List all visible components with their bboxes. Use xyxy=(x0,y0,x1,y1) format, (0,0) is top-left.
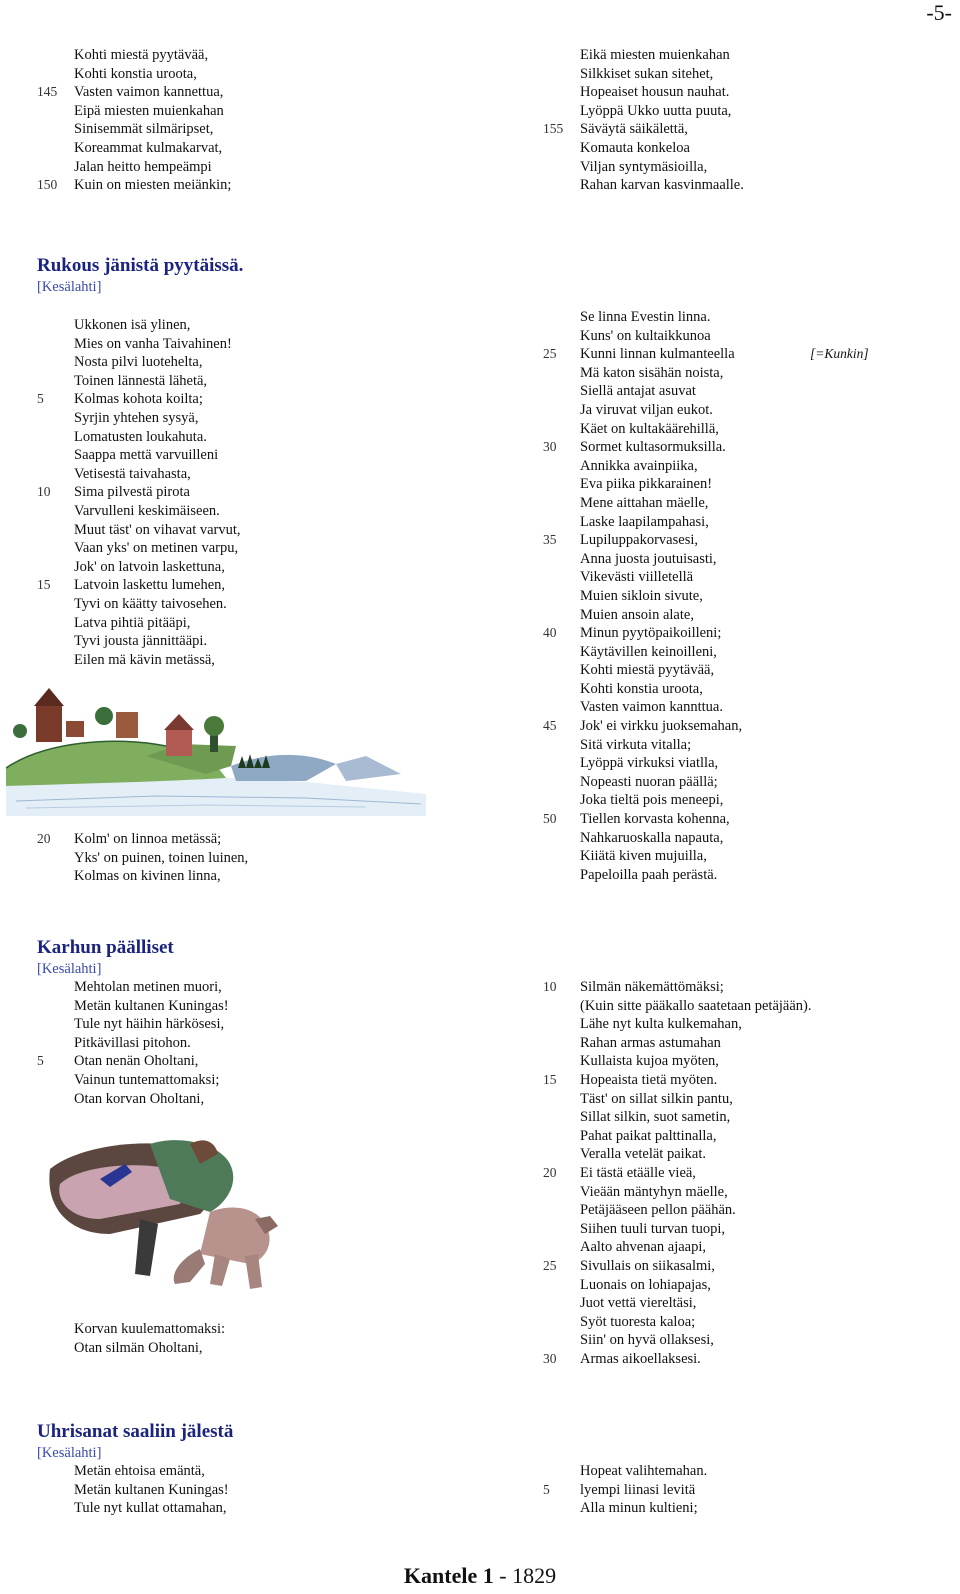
verse-text: Latva pihtiä pitääpi, xyxy=(74,614,191,631)
verse-text: Kolmas on kivinen linna, xyxy=(74,868,221,885)
verse-line xyxy=(580,176,744,195)
verse-text: Silkkiset sukan sitehet, xyxy=(580,65,714,82)
verse-line xyxy=(74,102,231,121)
verse-text: Mä katon sisähän noista, xyxy=(580,364,724,381)
verse-text: Otan silmän Oholtani, xyxy=(74,1339,203,1356)
verse-text: Mies on vanha Taivahinen! xyxy=(74,335,232,352)
verse-line xyxy=(580,680,742,699)
verse-line xyxy=(74,1071,229,1090)
verse-text: Kunni linnan kulmanteella xyxy=(580,346,735,363)
verse-text: Latvoin laskettu lumehen, xyxy=(74,577,226,594)
verse-text: Kuns' on kultaikkunoa xyxy=(580,327,711,344)
verse-line xyxy=(580,606,742,625)
verse-text: Hopeaista tietä myöten. xyxy=(580,1071,718,1088)
verse-line xyxy=(74,158,231,177)
verse-line xyxy=(74,46,231,65)
verse-line xyxy=(580,308,742,327)
line-number: 5 xyxy=(37,1053,44,1069)
verse-text: Sitä virkuta vitalla; xyxy=(580,736,692,753)
verse-line xyxy=(74,1034,229,1053)
verse-text: Syöt tuoresta kaloa; xyxy=(580,1313,696,1330)
verse-line xyxy=(580,773,742,792)
verse-text: Syrjin yhtehen sysyä, xyxy=(74,409,199,426)
verse-text: Aalto ahvenan ajaapi, xyxy=(580,1239,707,1256)
verse-line xyxy=(580,997,812,1016)
verse-line xyxy=(580,1462,707,1481)
verse-text: Luonais on lohiapajas, xyxy=(580,1276,711,1293)
section-title: Karhun päälliset xyxy=(37,937,174,958)
verse-text: Tyvi jousta jännittääpi. xyxy=(74,633,208,650)
verse-line xyxy=(74,521,241,540)
verse-text: Se linna Evestin linna. xyxy=(580,309,711,325)
verse-line xyxy=(74,409,241,428)
verse-text: (Kuin sitte pääkallo saatetaan petäjään). xyxy=(580,997,812,1014)
verse-line xyxy=(543,1071,812,1090)
line-number: 40 xyxy=(543,625,557,641)
verse-text: Joka tieltä pois meneepi, xyxy=(580,792,724,809)
s2-left-column xyxy=(37,978,229,1108)
verse-text: Komauta konkeloa xyxy=(580,139,690,156)
verse-line xyxy=(543,120,744,139)
section-title: Uhrisanat saaliin jälestä xyxy=(37,1421,234,1442)
line-number: 150 xyxy=(37,177,58,193)
verse-text: Muien sikloin sivute, xyxy=(580,587,703,604)
verse-line xyxy=(74,614,241,633)
s1-left-column-continued xyxy=(37,830,249,886)
verse-text: Laske laapilampahasi, xyxy=(580,513,709,530)
verse-text: Ukkonen isä ylinen, xyxy=(74,317,191,333)
landscape-illustration xyxy=(6,686,426,816)
verse-text: Vaan yks' on metinen varpu, xyxy=(74,540,239,557)
verse-line xyxy=(580,1183,812,1202)
line-number: 5 xyxy=(37,391,44,407)
verse-line xyxy=(37,176,232,195)
verse-text: lyempi liinasi levitä xyxy=(580,1481,696,1498)
verse-line xyxy=(580,65,744,84)
verse-line xyxy=(74,849,248,868)
line-number: 20 xyxy=(543,1164,557,1180)
verse-text: Eva piika pikkarainen! xyxy=(580,476,713,493)
verse-line xyxy=(74,1015,229,1034)
verse-text: Korvan kuulemattomaksi: xyxy=(74,1321,226,1337)
verse-line xyxy=(37,83,231,102)
verse-text: Anna juosta joutuisasti, xyxy=(580,550,717,567)
line-number: 20 xyxy=(37,831,51,846)
verse-text: Pahat paikat palttinalla, xyxy=(580,1127,717,1144)
verse-line xyxy=(74,446,241,465)
top-left-column xyxy=(37,46,232,195)
verse-text: Kuin on miesten meiänkin; xyxy=(74,177,232,194)
verse-line xyxy=(580,401,742,420)
verse-text: Siin' on hyvä ollaksesi, xyxy=(580,1332,714,1349)
verse-line xyxy=(74,335,241,354)
verse-line xyxy=(74,1462,229,1481)
verse-line xyxy=(74,978,229,997)
verse-text: Sivullais on siikasalmi, xyxy=(580,1257,715,1274)
verse-line xyxy=(580,1331,812,1350)
section-title: Rukous jänistä pyytäissä. xyxy=(37,255,244,276)
verse-text: Lomatusten loukahuta. xyxy=(74,428,207,445)
verse-text: Viljan syntymäsioilla, xyxy=(580,158,708,175)
verse-text: Varvulleni keskimäiseen. xyxy=(74,502,220,519)
verse-text: Ei tästä etäälle vieä, xyxy=(580,1164,696,1181)
verse-text: Rahan armas astumahan xyxy=(580,1034,721,1051)
verse-line xyxy=(580,513,742,532)
verse-text: Metän kultanen Kuningas! xyxy=(74,1481,229,1498)
line-number: 30 xyxy=(543,439,557,455)
verse-text: Koreammat kulmakarvat, xyxy=(74,139,223,156)
verse-line xyxy=(543,624,742,643)
verse-line xyxy=(580,364,742,383)
verse-line xyxy=(580,847,742,866)
verse-text: Nahkaruoskalla napauta, xyxy=(580,829,724,846)
verse-text: Jalan heitto hempeämpi xyxy=(74,158,212,175)
verse-text: Otan nenän Oholtani, xyxy=(74,1053,199,1070)
verse-line xyxy=(74,502,241,521)
verse-text: Yks' on puinen, toinen luinen, xyxy=(74,849,249,866)
verse-line xyxy=(37,1052,229,1071)
line-number: 25 xyxy=(543,346,557,362)
verse-text: Jok' ei virkku juoksemahan, xyxy=(580,718,743,735)
verse-text: Vikevästi viilletellä xyxy=(580,569,694,586)
section-source: [Kesälahti] xyxy=(37,961,102,977)
verse-text: Käytävillen keinoilleni, xyxy=(580,643,717,660)
verse-line xyxy=(37,830,248,849)
verse-text: Eilen mä kävin metässä, xyxy=(74,651,215,668)
verse-line xyxy=(580,829,742,848)
verse-line xyxy=(580,791,742,810)
verse-line xyxy=(580,420,742,439)
verse-line xyxy=(74,372,241,391)
page-number: -5- xyxy=(926,0,952,25)
verse-line xyxy=(74,632,241,651)
verse-line xyxy=(74,651,241,670)
editor-note: [=Kunkin] xyxy=(810,346,869,362)
verse-text: Minun pyytöpaikoilleni; xyxy=(580,625,722,642)
verse-line xyxy=(580,1220,812,1239)
verse-text: Kohti konstia uroota, xyxy=(74,65,197,82)
verse-text: Eipä miesten muienkahan xyxy=(74,102,224,119)
verse-line xyxy=(74,65,231,84)
verse-text: Siihen tuuli turvan tuopi, xyxy=(580,1220,725,1237)
verse-text: Mehtolan metinen muori, xyxy=(74,979,222,995)
footer-title: Kantele 1 xyxy=(403,1563,494,1588)
verse-text: Eikä miesten muienkahan xyxy=(580,47,730,63)
verse-text: Toinen lännestä lähetä, xyxy=(74,372,208,389)
section-source: [Kesälahti] xyxy=(37,279,102,295)
verse-text: Vieään mäntyhyn mäelle, xyxy=(580,1183,728,1200)
verse-line xyxy=(74,465,241,484)
verse-text: Täst' on sillat silkin pantu, xyxy=(580,1090,733,1107)
verse-text: Vasten vaimon kannttua. xyxy=(580,699,723,716)
verse-line xyxy=(580,1276,812,1295)
verse-text: Vasten vaimon kannettua, xyxy=(74,84,224,101)
verse-text: Kohti miestä pyytävää, xyxy=(74,47,209,63)
verse-line xyxy=(580,1313,812,1332)
verse-line xyxy=(580,1015,812,1034)
s3-right-column xyxy=(543,1462,708,1518)
verse-line xyxy=(74,428,241,447)
verse-line xyxy=(580,1034,812,1053)
verse-text: Veralla vetelät paikat. xyxy=(580,1146,707,1163)
line-number: 45 xyxy=(543,718,557,734)
verse-line xyxy=(580,475,742,494)
verse-text: Vetisestä taivahasta, xyxy=(74,465,191,482)
verse-line xyxy=(74,558,241,577)
top-right-column xyxy=(543,46,744,195)
verse-text: Hopeat valihtemahan. xyxy=(580,1463,708,1479)
verse-text: Tule nyt kullat ottamahan, xyxy=(74,1500,227,1517)
verse-text: Mene aittahan mäelle, xyxy=(580,494,709,511)
verse-text: Metän kultanen Kuningas! xyxy=(74,997,229,1014)
s1-left-column xyxy=(37,316,241,669)
verse-text: Nopeasti nuoran päällä; xyxy=(580,773,718,790)
verse-text: Lyöppä virkuksi viatlla, xyxy=(580,755,719,772)
verse-line xyxy=(580,158,744,177)
verse-line xyxy=(74,539,241,558)
s1-right-column xyxy=(543,308,869,884)
verse-text: Alla minun kultieni; xyxy=(580,1500,698,1517)
verse-text: Jok' on latvoin laskettuna, xyxy=(74,558,225,575)
verse-line xyxy=(580,457,742,476)
verse-text: Silmän näkemättömäksi; xyxy=(580,979,724,995)
verse-line xyxy=(580,1108,812,1127)
verse-line xyxy=(74,316,241,335)
line-number: 15 xyxy=(37,577,51,593)
verse-line xyxy=(580,102,744,121)
verse-line xyxy=(580,1052,812,1071)
verse-text: Juot vettä viereltäsi, xyxy=(580,1295,697,1312)
verse-text: Annikka avainpiika, xyxy=(580,457,698,474)
s2-left-column-continued xyxy=(74,1320,225,1357)
footer-year: 1829 xyxy=(512,1563,557,1588)
verse-line xyxy=(580,661,742,680)
verse-text: Siellä antajat asuvat xyxy=(580,383,696,400)
verse-text: Muut täst' on vihavat varvut, xyxy=(74,521,241,538)
line-number: 50 xyxy=(543,811,557,827)
line-number: 145 xyxy=(37,84,58,100)
verse-line xyxy=(543,717,743,736)
verse-text: Lähe nyt kulta kulkemahan, xyxy=(580,1016,742,1033)
verse-text: Tule nyt häihin härkösesi, xyxy=(74,1016,225,1033)
verse-text: Sima pilvestä pirota xyxy=(74,484,190,501)
verse-text: Armas aikoellaksesi. xyxy=(580,1350,701,1367)
verse-line xyxy=(74,867,248,886)
verse-text: Sinisemmät silmäripset, xyxy=(74,121,214,138)
verse-text: Ja viruvat viljan eukot. xyxy=(580,401,713,418)
verse-line xyxy=(580,754,742,773)
verse-text: Tyvi on käätty taivosehen. xyxy=(74,595,227,612)
verse-text: Lupiluppakorvasesi, xyxy=(580,532,698,549)
verse-line xyxy=(37,390,241,409)
verse-line xyxy=(580,494,742,513)
verse-line xyxy=(580,643,742,662)
verse-text: Nosta pilvi luotehelta, xyxy=(74,354,203,371)
verse-line xyxy=(543,531,742,550)
verse-line xyxy=(580,1145,812,1164)
verse-text: Saappa mettä varvuilleni xyxy=(74,447,219,464)
verse-line xyxy=(580,1238,812,1257)
verse-line xyxy=(580,1090,812,1109)
verse-text: Metän ehtoisa emäntä, xyxy=(74,1463,205,1479)
footer xyxy=(0,1563,960,1589)
verse-line xyxy=(74,120,231,139)
verse-line xyxy=(543,1257,812,1276)
verse-line xyxy=(37,483,241,502)
verse-text: Kullaista kujoa myöten, xyxy=(580,1053,719,1070)
verse-text: Säväytä säikälettä, xyxy=(580,121,688,138)
verse-line xyxy=(74,1499,229,1518)
verse-line xyxy=(580,568,742,587)
verse-text: Kolmas kohota koilta; xyxy=(74,391,203,408)
line-number: 25 xyxy=(543,1257,557,1273)
verse-line xyxy=(580,1201,812,1220)
line-number: 10 xyxy=(543,979,557,994)
verse-text: Papeloilla paah perästä. xyxy=(580,866,718,883)
verse-line xyxy=(580,382,742,401)
verse-text: Pitkävillasi pitohon. xyxy=(74,1034,191,1051)
verse-line xyxy=(74,1481,229,1500)
line-number: 30 xyxy=(543,1350,557,1366)
verse-line xyxy=(580,1294,812,1313)
verse-line xyxy=(580,587,742,606)
verse-text: Rahan karvan kasvinmaalle. xyxy=(580,177,744,194)
verse-text: Petäjääseen pellon päähän. xyxy=(580,1202,736,1219)
verse-text: Kohti miestä pyytävää, xyxy=(580,662,715,679)
line-number: 155 xyxy=(543,121,564,137)
verse-line xyxy=(543,1350,812,1369)
verse-line xyxy=(543,810,742,829)
verse-line xyxy=(37,576,241,595)
verse-text: Sormet kultasormuksilla. xyxy=(580,439,726,456)
footer-separator: - xyxy=(493,1563,513,1588)
line-number: 15 xyxy=(543,1071,557,1087)
verse-text: Tiellen korvasta kohenna, xyxy=(580,811,730,828)
verse-line xyxy=(580,1499,707,1518)
verse-text: Kiiätä kiven mujuilla, xyxy=(580,848,707,865)
verse-line xyxy=(74,1090,229,1109)
section-source: [Kesälahti] xyxy=(37,1445,102,1461)
verse-text: Vainun tuntemattomaksi; xyxy=(74,1071,220,1088)
verse-line xyxy=(543,978,812,997)
s3-left-column xyxy=(74,1462,229,1518)
verse-line xyxy=(543,1164,812,1183)
line-number: 5 xyxy=(543,1481,550,1497)
s2-right-column xyxy=(543,978,812,1368)
verse-line xyxy=(580,83,744,102)
verse-line xyxy=(543,1481,707,1500)
verse-line xyxy=(74,353,241,372)
verse-line xyxy=(580,1127,812,1146)
verse-line xyxy=(580,139,744,158)
verse-text: Sillat silkin, suot sametin, xyxy=(580,1109,731,1126)
verse-text: Muien ansoin alate, xyxy=(580,606,694,623)
line-number: 10 xyxy=(37,484,51,500)
verse-line xyxy=(580,866,742,885)
verse-text: Lyöppä Ukko uutta puuta, xyxy=(580,102,732,119)
verse-text: Otan korvan Oholtani, xyxy=(74,1090,205,1107)
verse-line xyxy=(543,438,742,457)
verse-text: Kolm' on linnoa metässä; xyxy=(74,831,222,847)
verse-line xyxy=(580,327,742,346)
verse-line xyxy=(74,139,231,158)
verse-line xyxy=(74,595,241,614)
line-number: 35 xyxy=(543,532,557,548)
verse-line xyxy=(580,736,742,755)
verse-text: Kohti konstia uroota, xyxy=(580,680,703,697)
verse-line xyxy=(74,1339,225,1358)
verse-text: Käet on kultakäärehillä, xyxy=(580,420,719,437)
verse-text: Hopeaiset housun nauhat. xyxy=(580,84,730,101)
bear-hunter-illustration xyxy=(40,1124,310,1314)
verse-line xyxy=(543,345,869,364)
verse-line xyxy=(580,698,742,717)
verse-line xyxy=(74,997,229,1016)
verse-line xyxy=(580,550,742,569)
verse-line xyxy=(74,1320,225,1339)
verse-line xyxy=(580,46,744,65)
